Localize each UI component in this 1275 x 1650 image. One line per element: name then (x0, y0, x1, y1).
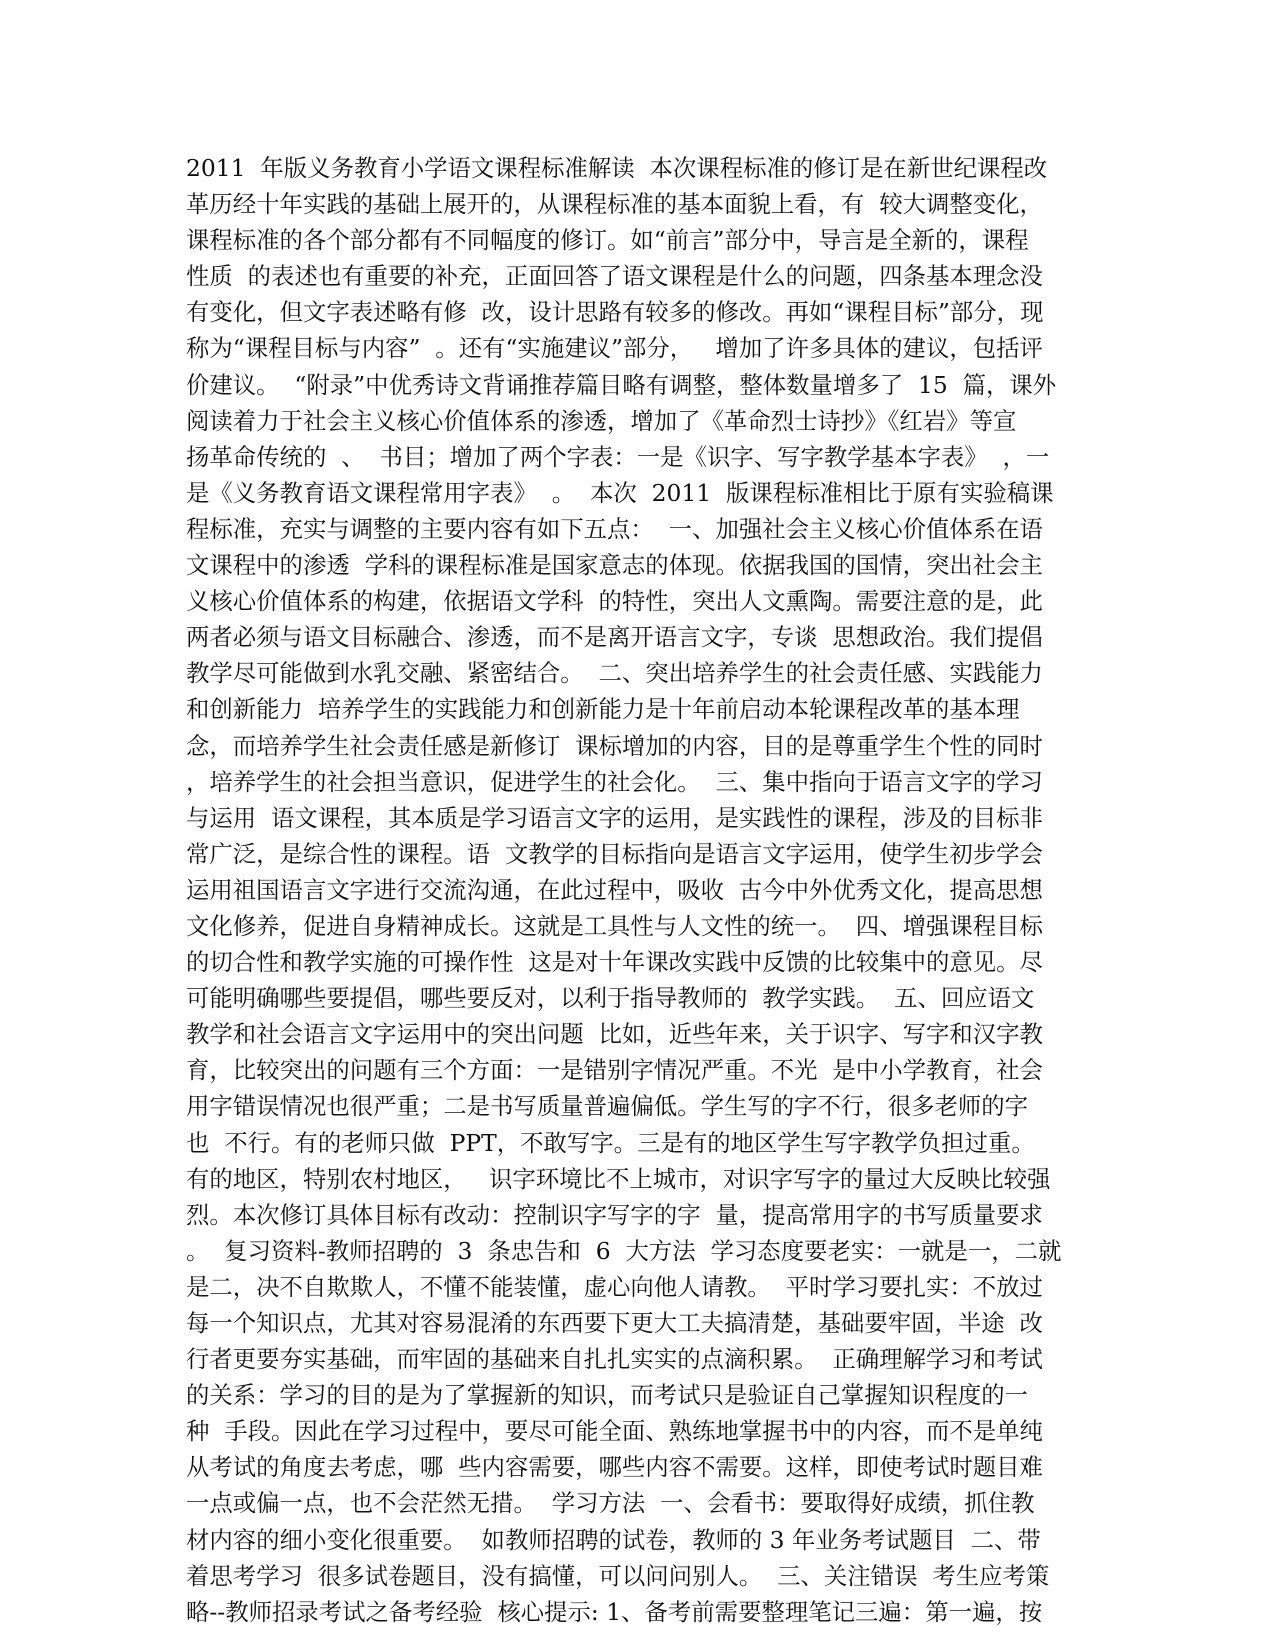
text-line: 文课程中的渗透 学科的课程标准是国家意志的体现。依据我国的国情，突出社会主 (186, 551, 1043, 580)
text-line: 可能明确哪些要提倡，哪些要反对，以利于指导教师的 教学实践。 五、回应语文 (186, 984, 1035, 1013)
text-line: 念，而培养学生社会责任感是新修订 课标增加的内容，目的是尊重学生个性的同时 (186, 731, 1043, 760)
text-line: 义核心价值体系的构建，依据语文学科 的特性，突出人文熏陶。需要注意的是，此 (186, 587, 1043, 616)
text-line: 是《义务教育语文课程常用字表》 。 本次 2011 版课程标准相比于原有实验稿课 (186, 478, 1054, 507)
text-line: 着思考学习 很多试卷题目，没有搞懂，可以问问别人。 三、关注错误 考生应考策 (186, 1561, 1050, 1590)
text-line: 价建议。 “附录”中优秀诗文背诵推荐篇目略有调整，整体数量增多了 15 篇，课外 (186, 370, 1057, 399)
text-line: 。 复习资料-教师招聘的 3 条忠告和 6 大方法 学习态度要老实：一就是一，二就 (186, 1236, 1062, 1265)
text-line: 程标准，充实与调整的主要内容有如下五点： 一、加强社会主义核心价值体系在语 (186, 514, 1043, 543)
text-line: 从考试的角度去考虑，哪 些内容需要，哪些内容不需要。这样，即使考试时题目难 (186, 1453, 1043, 1482)
text-line: 烈。本次修订具体目标有改动：控制识字写字的字 量，提高常用字的书写质量要求 (186, 1200, 1043, 1229)
text-line: 与运用 语文课程，其本质是学习语言文字的运用，是实践性的课程，涉及的目标非 (186, 803, 1043, 832)
text-line: 种 手段。因此在学习过程中，要尽可能全面、熟练地掌握书中的内容，而不是单纯 (186, 1417, 1043, 1446)
text-line: 运用祖国语言文字进行交流沟通，在此过程中，吸收 古今中外优秀文化，提高思想 (186, 875, 1043, 904)
text-line: 每一个知识点，尤其对容易混淆的东西要下更大工夫搞清楚，基础要牢固，半途 改 (186, 1309, 1043, 1337)
text-line: ，培养学生的社会担当意识，促进学生的社会化。 三、集中指向于语言文字的学习 (186, 767, 1043, 796)
text-line: 有的地区，特别农村地区， 识字环境比不上城市，对识字写字的量过大反映比较强 (186, 1164, 1051, 1193)
text-line: 行者更要夯实基础，而牢固的基础来自扎扎实实的点滴积累。 正确理解学习和考试 (186, 1345, 1043, 1374)
text-line: 教学和社会语言文字运用中的突出问题 比如，近些年来，关于识字、写字和汉字教 (186, 1020, 1043, 1049)
text-line: 两者必须与语文目标融合、渗透，而不是离开语言文字，专谈 思想政治。我们提倡 (186, 623, 1043, 652)
text-line: 也 不行。有的老师只做 PPT，不敢写字。三是有的地区学生写字教学负担过重。 (186, 1128, 1035, 1157)
text-line: 教学尽可能做到水乳交融、紧密结合。 二、突出培养学生的社会责任感、实践能力 (186, 659, 1043, 688)
text-line: 2011 年版义务教育小学语文课程标准解读 本次课程标准的修订是在新世纪课程改 (186, 154, 1048, 182)
text-line: 的关系：学习的目的是为了掌握新的知识，而考试只是验证自己掌握知识程度的一 (186, 1381, 1029, 1410)
text-line: 革历经十年实践的基础上展开的，从课程标准的基本面貌上看，有 较大调整变化， (186, 190, 1043, 219)
text-line: 性质 的表述也有重要的补充，正面回答了语文课程是什么的问题，四条基本理念没 (186, 262, 1043, 291)
body-text (186, 150, 1091, 1630)
text-line: 文化修养，促进自身精神成长。这就是工具性与人文性的统一。 四、增强课程目标 (186, 911, 1043, 940)
text-line: 阅读着力于社会主义核心价值体系的渗透，增加了《革命烈士诗抄》《红岩》等宣 (186, 406, 1017, 435)
text-line: 课程标准的各个部分都有不同幅度的修订。如“前言”部分中，导言是全新的，课程 (186, 226, 1029, 255)
text-line: 材内容的细小变化很重要。 如教师招聘的试卷，教师的 3 年业务考试题目 二、带 (186, 1525, 1041, 1554)
text-line: 是二，决不自欺欺人，不懂不能装懂，虚心向他人请教。 平时学习要扎实：不放过 (186, 1272, 1043, 1301)
text-line: 称为“课程目标与内容” 。还有“实施建议”部分， 增加了许多具体的建议，包括评 (186, 334, 1043, 363)
text-line: 有变化，但文字表述略有修 改，设计思路有较多的修改。再如“课程目标”部分，现 (186, 298, 1044, 327)
text-line: 常广泛，是综合性的课程。语 文教学的目标指向是语言文字运用，使学生初步学会 (186, 839, 1043, 868)
text-line: 和创新能力 培养学生的实践能力和创新能力是十年前启动本轮课程改革的基本理 (186, 695, 1020, 724)
text-line: 用字错误情况也很严重；二是书写质量普遍偏低。学生写的字不行，很多老师的字 (186, 1092, 1029, 1121)
text-line: 一点或偏一点，也不会茫然无措。 学习方法 一、会看书：要取得好成绩，抓住教 (186, 1489, 1035, 1518)
text-line: 的切合性和教学实施的可操作性 这是对十年课改实践中反馈的比较集中的意见。尽 (186, 948, 1043, 977)
text-line: 扬革命传统的 、 书目；增加了两个字表：一是《识字、写字教学基本字表》 ，一 (186, 442, 1050, 471)
text-line: 育，比较突出的问题有三个方面：一是错别字情况严重。不光 是中小学教育，社会 (186, 1056, 1043, 1085)
text-line: 略--教师招录考试之备考经验 核心提示: 1、备考前需要整理笔记三遍：第一遍，按 (186, 1597, 1043, 1626)
